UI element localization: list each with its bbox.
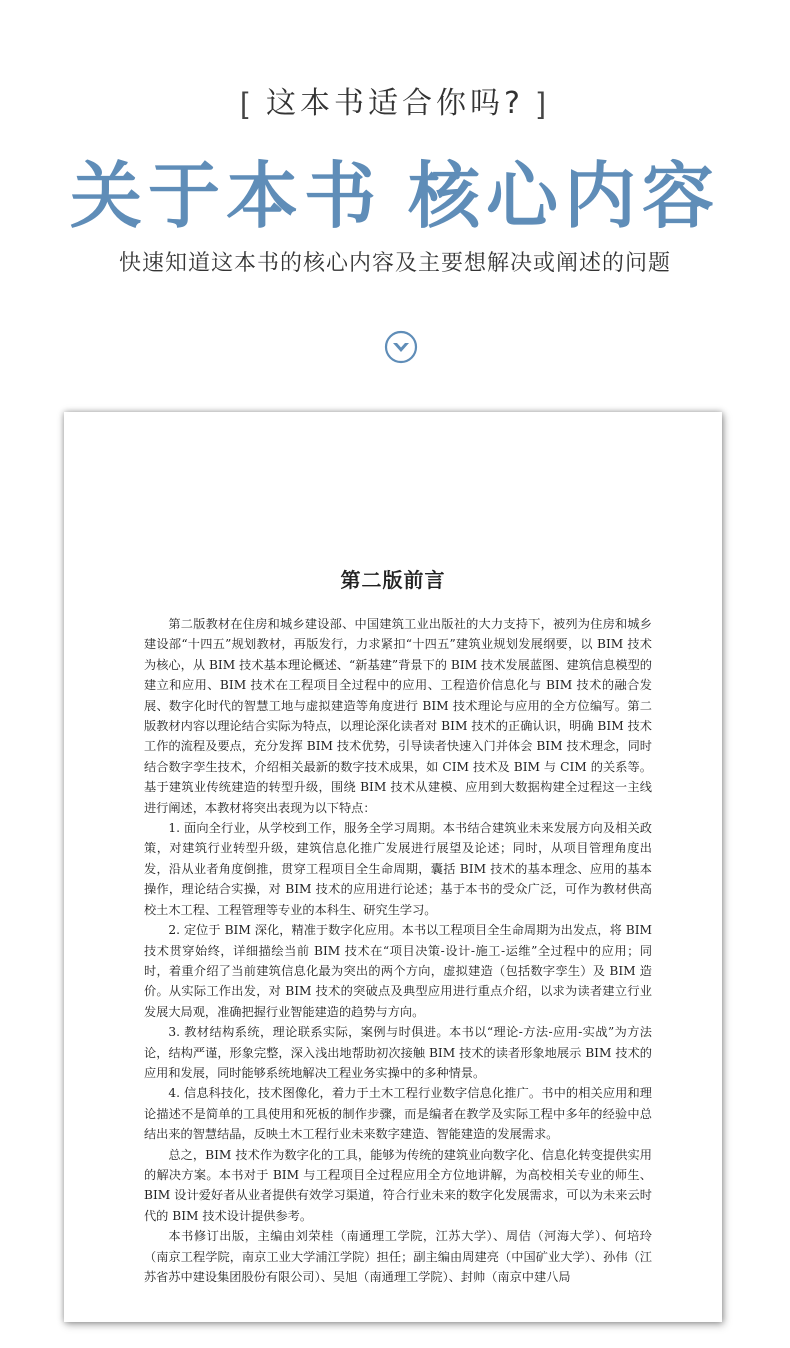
paragraph-point-4: 4. 信息科技化，技术图像化，着力于土木工程行业数字信息化推广。书中的相关应用和理论描述不是简单的工具使用和死板的制作步骤，而是编者在教学及实际工程中多年的经验中总结出来的智慧结晶，反映土木工程行业未来数字建造、智能建造的发展需求。 [144, 1086, 652, 1142]
subtitle: 快速知道这本书的核心内容及主要想解决或阐述的问题 [118, 251, 671, 276]
promo-header [0, 0, 790, 400]
paragraph-point-2: 2. 定位于 BIM 深化，精准于数字化应用。本书以工程项目全生命周期为出发点，将 BIM 技术贯穿始终，详细描绘当前 BIM 技术在“项目决策-设计-施工-运维”全过程中的应用；同时，着重介绍了当前建筑信息化最为突出的两个方向，虚拟建造（包括数字孪生）及 BIM 造价。从实际工作出发，对 BIM 技术的突破点及典型应用进行重点介绍，以求为读者建立行业发展大局观，准确把握行业智能建造的趋势与方向。 [144, 923, 652, 1019]
main-title-part1: 关于本书 [69, 153, 382, 238]
paragraph-intro: 第二版教材在住房和城乡建设部、中国建筑工业出版社的大力支持下，被列为住房和城乡建设部“十四五”规划教材，再版发行，力求紧扣“十四五”建筑业规划发展纲要，以 BIM 技术为核心，从 BIM 技术基本理论概述、“新基建”背景下的 BIM 技术发展蓝图、建筑信息模型的建立和应用、BIM 技术在工程项目全过程中的应用、工程造价信息化与 BIM 技术的融合发展、数字化时代的智慧工地与虚拟建造等角度进行 BIM 技术理论与应用的全方位编写。第二版教材内容以理论结合实际为特点，以理论深化读者对 BIM 技术的正确认识，明确 BIM 技术工作的流程及要点，充分发挥 BIM 技术优势，引导读者快速入门并体会 BIM 技术理念，同时结合数字孪生技术，介绍相关最新的数字技术成果，如 CIM 技术及 BIM 与 CIM 的关系等。基于建筑业传统建造的转型升级，围绕 BIM 技术从建模、应用到大数据构建全过程这一主线进行阐述，本教材将突出表现为以下特点： [144, 617, 652, 815]
tagline [0, 78, 790, 122]
bracket-right: ] [537, 87, 550, 120]
main-title-part2: 核心内容 [408, 153, 721, 238]
document-title: 第二版前言 [340, 568, 446, 592]
document-body [144, 614, 652, 1287]
paragraph-point-1: 1. 面向全行业，从学校到工作，服务全学习周期。本书结合建筑业未来发展方向及相关政策，对建筑行业转型升级，建筑信息化推广发展进行展望及论述；同时，从项目管理角度出发，沿从业者角度倒推，贯穿工程项目全生命周期，囊括 BIM 技术的基本理念、应用的基本操作，理论结合实操，对 BIM 技术的应用进行论述；基于本书的受众广泛，可作为教材供高校土木工程、工程管理等专业的本科生、研究生学习。 [144, 821, 652, 917]
bracket-left: [ [240, 87, 253, 120]
chevron-down-circle-icon[interactable] [384, 330, 418, 364]
tagline-text: 这本书适合你吗? [266, 86, 524, 121]
main-title [0, 138, 790, 242]
document-page [64, 412, 722, 1322]
paragraph-summary: 总之，BIM 技术作为数字化的工具，能够为传统的建筑业向数字化、信息化转变提供实用的解决方案。本书对于 BIM 与工程项目全过程应用全方位地讲解，为高校相关专业的师生、BIM 设计爱好者从业者提供有效学习渠道，符合行业未来的数字化发展需求，可以为未来云时代的 BIM 技术设计提供参考。 [144, 1147, 652, 1223]
paragraph-point-3: 3. 教材结构系统，理论联系实际，案例与时俱进。本书以“理论-方法-应用-实战”为方法论，结构严谨，形象完整，深入浅出地帮助初次接触 BIM 技术的读者形象地展示 BIM 技术的应用和发展，同时能够系统地解决工程业务实操中的多种情景。 [144, 1025, 652, 1080]
paragraph-editors: 本书修订出版，主编由刘荣桂（南通理工学院，江苏大学）、周佶（河海大学）、何培玲（南京工程学院，南京工业大学浦江学院）担任；副主编由周建亮（中国矿业大学）、孙伟（江苏省苏中建设集团股份有限公司）、吴旭（南通理工学院）、封帅（南京中建八局 [144, 1229, 652, 1284]
